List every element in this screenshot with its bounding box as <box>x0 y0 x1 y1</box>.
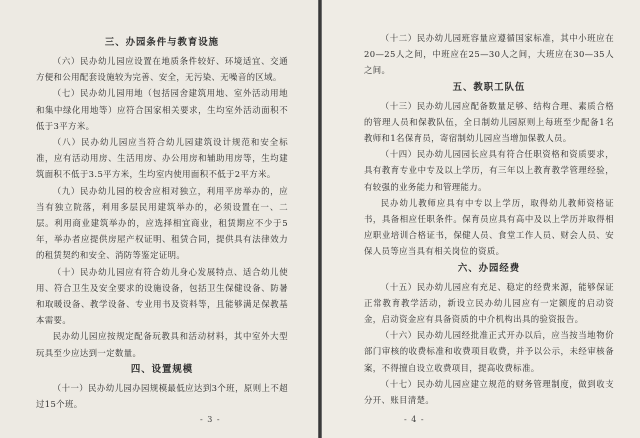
paragraph: （十）民办幼儿园应有符合幼儿身心发展特点、适合幼儿使用、符合卫生及安全要求的设施设备，包括卫生保健设备、防暑和取暖设备、教学设备、专业用书及资料等，且能够满足保教基本需要。 <box>36 266 288 326</box>
paragraph: 民办幼儿教师应具有中专以上学历，取得幼儿教师资格证书，具备相应任职条件。保育员应具有高中及以上学历并取得相应职业培训合格证书，保健人员、食堂工作人员、财会人员、安保人员等应当具有相关岗位的资质。 <box>364 197 614 257</box>
section-heading: 四、设置规模 <box>130 363 194 375</box>
section-heading: 五、教职工队伍 <box>452 81 526 93</box>
paragraph: （十五）民办幼儿园应有充足、稳定的经费来源，能够保证正常教育教学活动，新设立民办幼儿园应有一定额度的启动资金，启动资金应有具备资质的中介机构出具的验资报告。 <box>364 281 614 325</box>
section-heading: 三、办园条件与教育设施 <box>104 37 220 48</box>
paragraph: 民办幼儿园应按规定配备玩教具和活动材料，其中室外大型玩具至少应达到一定数量。 <box>36 331 288 358</box>
paragraph: （十七）民办幼儿园应建立规范的财务管理制度，做到收支分开、账目清楚。 <box>364 378 614 406</box>
paragraph: （七）民办幼儿园用地（包括园舍建筑用地、室外活动用地和集中绿化用地等）应符合国家相关要求，生均室外活动面积不低于3平方米。 <box>36 88 288 131</box>
paragraph: （九）民办幼儿园的校舍应相对独立，利用平房举办的，应当有独立院落，利用多层民用建筑举办的，必须设置在一、二层。利用商业建筑举办的，应选择相宜商业，租赁期应不少于5年，举办者应提供房屋产权证明、租赁合同，提供具有法律效力的租赁契约和安全、消防等鉴定证明。 <box>36 185 288 261</box>
paragraph: （十四）民办幼儿园园长应具有符合任职资格和资质要求，具有教育专业中专及以上学历，有三年以上教育教学管理经验，有较强的业务能力和管理能力。 <box>364 149 614 192</box>
paragraph: （十一）民办幼儿园办园规模最低应达到3个班，原则上不超过15个班。 <box>36 382 288 410</box>
paragraph: （十二）民办幼儿园班容量应遵循国家标准，其中小班应在20—25人之间，中班应在25—30人之间，大班应在30—35人之间。 <box>364 33 614 76</box>
right-page <box>322 0 640 438</box>
left-page-content <box>36 34 288 408</box>
paragraph: （十三）民办幼儿园应配备数量足够、结构合理、素质合格的管理人员和保教队伍，全日制幼儿园原则上每班至少配备1名教师和1名保育员，寄宿制幼儿园应当增加保教人员。 <box>364 100 614 144</box>
right-page-content <box>364 30 614 408</box>
left-page <box>0 0 318 438</box>
page-number: - 3 - <box>200 415 221 424</box>
paragraph: （八）民办幼儿园应当符合幼儿园建筑设计规范和安全标准，应有活动用房、生活用房、办公用房和辅助用房等，生均建筑面积不低于3.5平方米，生均室内使用面积不低于2平方米。 <box>36 137 288 180</box>
paragraph: （十六）民办幼儿园经批准正式开办以后，应当按当地物价部门审核的收费标准和收费项目收费，并予以公示，未经审核备案，不得擅自设立收费项目，提高收费标准。 <box>364 330 614 373</box>
page-number: - 4 - <box>404 415 425 424</box>
paragraph: （六）民办幼儿园应设置在地质条件较好、环境适宜、交通方便和公用配套设施较为完善、安全，无污染、无噪音的区域。 <box>36 56 288 83</box>
section-heading: 六、办园经费 <box>457 262 521 274</box>
